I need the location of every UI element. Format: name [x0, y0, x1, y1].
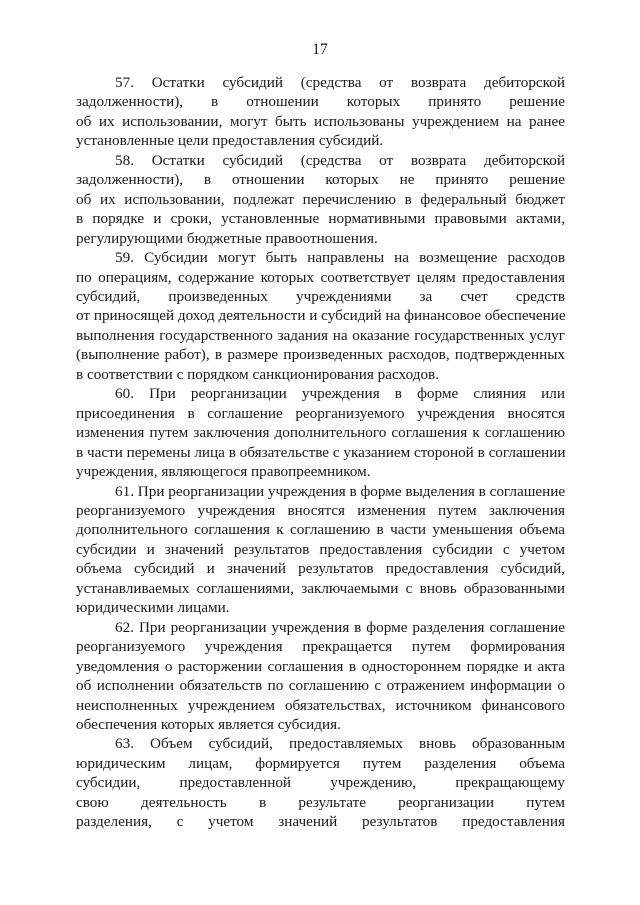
page-number: 17: [312, 41, 328, 58]
paragraph-57: [76, 73, 565, 151]
text-line: 63. Объем субсидий, предоставляемых вновь образованным: [115, 735, 565, 753]
text-line: в части перемены лица в обязательстве с указанием стороной в соглашении: [76, 443, 566, 461]
text-line: субсидий, произведенных учреждениями за счет средств: [76, 287, 565, 305]
text-line: задолженности), в отношении которых принято решение: [76, 93, 565, 111]
text-line: юридическими лицами.: [76, 599, 230, 617]
paragraph-60: [76, 384, 565, 481]
paragraph-63: [76, 734, 565, 831]
paragraph-59: [76, 248, 565, 384]
text-line: об исполнении обязательств по соглашению с отражением информации о: [76, 677, 565, 695]
text-line: дополнительного соглашения к соглашению в части уменьшения объема: [76, 521, 565, 539]
text-line: уведомления о расторжении соглашения в одностороннем порядке и акта: [76, 657, 565, 675]
text-line: объема субсидий и значений результатов предоставления субсидий,: [76, 560, 565, 578]
text-line: выполнения государственного задания на оказание государственных услуг: [76, 326, 565, 344]
text-line: устанавливаемых соглашениями, заключаемыми с вновь образованными: [76, 579, 565, 597]
text-line: изменения путем заключения дополнительного соглашения к соглашению: [76, 424, 565, 442]
text-line: разделения, с учетом значений результатов предоставления: [76, 813, 565, 831]
text-line: субсидии и значений результатов предоставления субсидии с учетом: [76, 540, 565, 558]
text-line: по операциям, содержание которых соответствует целям предоставления: [76, 268, 565, 286]
text-line: (выполнение работ), в размере произведенных расходов, подтвержденных: [76, 346, 565, 364]
text-line: 60. При реорганизации учреждения в форме слияния или: [115, 385, 565, 403]
text-line: субсидии, предоставленной учреждению, прекращающему: [76, 774, 565, 792]
text-line: об их использовании, подлежат перечислению в федеральный бюджет: [76, 190, 565, 208]
paragraph-61: [76, 482, 565, 618]
paragraph-62: [76, 618, 565, 735]
text-line: регулирующими бюджетные правоотношения.: [76, 229, 378, 247]
text-line: обеспечения которых является субсидия.: [76, 715, 341, 733]
text-line: в соответствии с порядком санкционирования расходов.: [76, 365, 440, 383]
text-line: установленные цели предоставления субсидий.: [76, 132, 384, 150]
text-line: учреждения, являющегося правопреемником.: [76, 463, 371, 481]
text-line: 57. Остатки субсидий (средства от возврата дебиторской: [115, 74, 565, 91]
text-line: свою деятельность в результате реорганизации путем: [76, 793, 565, 811]
text-line: задолженности), в отношении которых не принято решение: [76, 171, 565, 189]
text-line: реорганизуемого учреждения прекращается путем формирования: [76, 638, 565, 656]
text-line: от приносящей доход деятельности и субсидий на финансовое обеспечение: [76, 307, 566, 325]
text-line: 59. Субсидии могут быть направлены на возмещение расходов: [115, 249, 565, 267]
text-line: неисполненных учреждением обязательствах, источником финансового: [76, 696, 565, 714]
document-body: [76, 73, 565, 832]
text-line: присоединения в соглашение реорганизуемого учреждения вносятся: [76, 404, 565, 422]
text-line: в порядке и сроки, установленные нормативными правовыми актами,: [76, 210, 565, 228]
paragraph-58: [76, 151, 565, 248]
text-line: 61. При реорганизации учреждения в форме выделения в соглашение: [115, 482, 566, 500]
text-line: 58. Остатки субсидий (средства от возврата дебиторской: [115, 151, 565, 169]
text-line: юридическим лицам, формируется путем разделения объема: [76, 754, 565, 772]
text-line: 62. При реорганизации учреждения в форме разделения соглашение: [115, 618, 565, 636]
text-line: об их использовании, могут быть использованы учреждением на ранее: [76, 112, 565, 130]
text-line: реорганизуемого учреждения вносятся изменения путем заключения: [76, 501, 565, 519]
